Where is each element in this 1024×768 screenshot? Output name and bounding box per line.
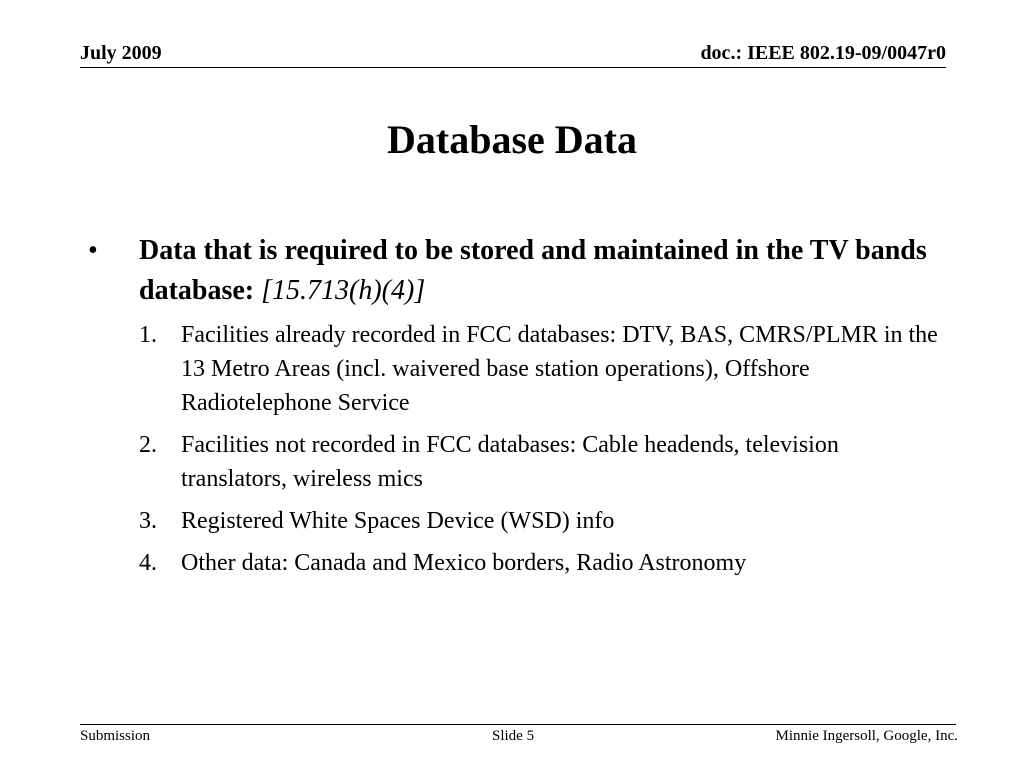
footer-divider	[80, 724, 956, 725]
list-item	[139, 504, 939, 538]
header-date: July 2009	[80, 42, 162, 64]
main-bullet-text	[139, 231, 929, 311]
header-doc-id: doc.: IEEE 802.19-09/0047r0	[700, 42, 946, 64]
slide-title: Database Data	[387, 117, 637, 162]
bullet-marker: •	[88, 235, 98, 266]
list-item	[139, 318, 939, 420]
footer-submission: Submission	[80, 728, 151, 744]
main-bullet-citation: [15.713(h)(4)]	[261, 275, 426, 306]
list-item-text: Facilities not recorded in FCC databases: Cable headends, television translators, wireless mics	[181, 432, 839, 492]
list-item-number: 2.	[139, 432, 157, 458]
list-item-text: Facilities already recorded in FCC databases: DTV, BAS, CMRS/PLMR in the 13 Metro Areas (incl. waivered base station operations), Offshore Radiotelephone Service	[181, 322, 938, 416]
footer-slide-number: Slide 5	[492, 728, 535, 744]
numbered-list	[139, 318, 939, 588]
list-item-text: Registered White Spaces Device (WSD) info	[181, 508, 615, 534]
list-item-number: 4.	[139, 550, 157, 576]
list-item-text: Other data: Canada and Mexico borders, Radio Astronomy	[181, 550, 747, 576]
list-item-number: 1.	[139, 322, 157, 348]
footer-author: Minnie Ingersoll, Google, Inc.	[775, 728, 958, 744]
main-bullet-statement: Data that is required to be stored and maintained in the TV bands database:	[139, 235, 927, 306]
list-item	[139, 546, 939, 580]
header-divider	[80, 67, 946, 68]
list-item	[139, 428, 939, 496]
list-item-number: 3.	[139, 508, 157, 534]
